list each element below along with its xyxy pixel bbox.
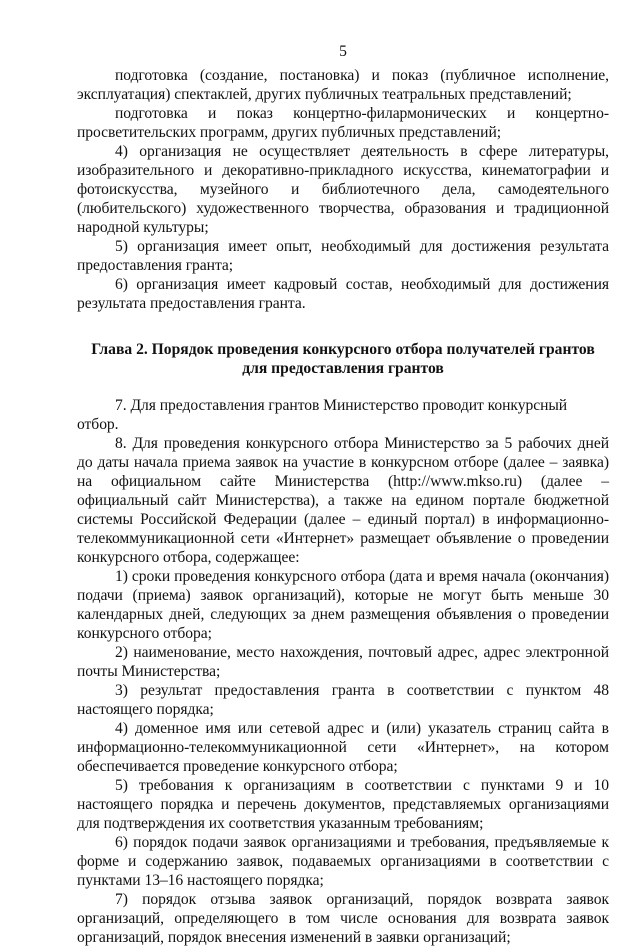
paragraph-item-4: 4) организация не осуществляет деятельность в сфере литературы, изобразительного и декоративно-прикладного искусства, кинематографии и фотоискусства, музейного и библиотечного дела, самодеятельного (любительского) художественного творчества, образования и традиционной народной культуры;	[77, 143, 609, 236]
paragraph-item-6: 6) организация имеет кадровый состав, необходимый для достижения результата предоставления гранта.	[77, 276, 609, 312]
document-page	[77, 42, 609, 947]
page-number: 5	[339, 43, 347, 60]
paragraph-concert: подготовка и показ концертно-филармонических и концертно-просветительских программ, других публичных представлений;	[77, 105, 609, 141]
paragraph-subitem-5: 5) требования к организациям в соответствии с пунктами 9 и 10 настоящего порядка и перечень документов, представляемых организациями для подтверждения их соответствия указанным требованиям;	[77, 777, 609, 832]
chapter-heading-line-1: Глава 2. Порядок проведения конкурсного отбора получателей грантов	[91, 341, 595, 358]
chapter-heading-line-2: для предоставления грантов	[242, 360, 444, 377]
paragraph-subitem-6: 6) порядок подачи заявок организациями и требования, предъявляемые к форме и содержанию заявок, подаваемых организациями в соответствии с пунктами 13–16 настоящего порядка;	[77, 834, 609, 889]
paragraph-subitem-1: 1) сроки проведения конкурсного отбора (дата и время начала (окончания) подачи (приема) заявок организаций), которые не могут быть меньше 30 календарных дней, следующих за днем размещения объявления о проведении конкурсного отбора;	[77, 568, 609, 642]
paragraph-clause-8: 8. Для проведения конкурсного отбора Министерство за 5 рабочих дней до даты начала приема заявок на участие в конкурсном отборе (далее – заявка) на официальном сайте Министерства (http://www.mkso.ru) (далее – официальный сайт Министерства), а также на едином портале бюджетной системы Российской Федерации (далее – единый портал) в информационно-телекоммуникационной сети «Интернет» размещает объявление о проведении конкурсного отбора, содержащее:	[77, 435, 609, 566]
paragraph-clause-7: 7. Для предоставления грантов Министерство проводит конкурсный отбор.	[77, 397, 568, 433]
paragraph-subitem-7: 7) порядок отзыва заявок организаций, порядок возврата заявок организаций, определяющего в том числе основания для возврата заявок организаций, порядок внесения изменений в заявки организаций;	[77, 891, 609, 946]
chapter-heading	[77, 340, 609, 378]
paragraph-theatre: подготовка (создание, постановка) и показ (публичное исполнение, эксплуатация) спектаклей, других публичных театральных представлений;	[77, 67, 609, 103]
paragraph-item-5: 5) организация имеет опыт, необходимый для достижения результата предоставления гранта;	[77, 238, 609, 274]
paragraph-subitem-4: 4) доменное имя или сетевой адрес и (или) указатель страниц сайта в информационно-телекоммуникационной сети «Интернет», на котором обеспечивается проведение конкурсного отбора;	[77, 720, 609, 775]
paragraph-subitem-2: 2) наименование, место нахождения, почтовый адрес, адрес электронной почты Министерства;	[77, 644, 609, 680]
paragraph-subitem-3: 3) результат предоставления гранта в соответствии с пунктом 48 настоящего порядка;	[77, 682, 609, 718]
